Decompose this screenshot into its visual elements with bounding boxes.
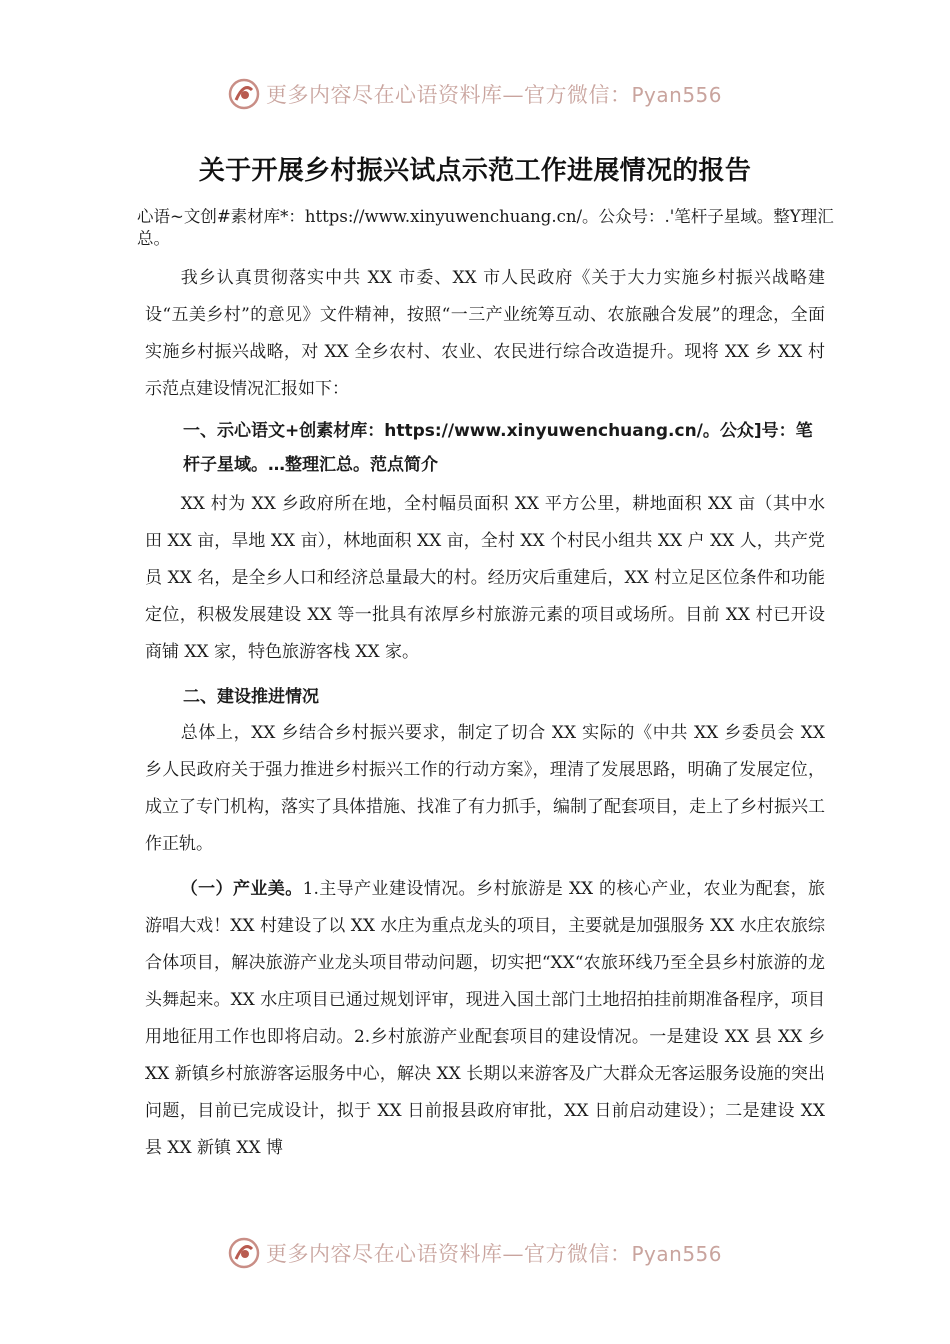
subsection1-lead: （一）产业美。: [180, 879, 303, 899]
section1-paragraph: XX 村为 XX 乡政府所在地，全村幅员面积 XX 平方公里，耕地面积 XX 亩（其中水田 XX 亩，旱地 XX 亩），林地面积 XX 亩，全村 XX 个村民小组共 XX 户 XX 人，共产党员 XX 名，是全乡人口和经济总量最大的村。经历灾后重建后，XX 村立足区位条件和功能定位，积极发展建设 XX 等一批具有浓厚乡村旅游元素的项目或场所。目前 XX 村已开设商铺 XX 家，特色旅游客栈 XX 家。: [145, 494, 825, 662]
banner-text: 更多内容尽在心语资料库—官方微信：Pyan556: [265, 1242, 722, 1266]
brand-logo-icon: [228, 78, 260, 110]
watermark-banner-bottom: [0, 1233, 950, 1273]
subsection1-paragraph: [145, 871, 825, 1167]
subsection1-body: 1.主导产业建设情况。乡村旅游是 XX 的核心产业，农业为配套，旅游唱大戏！XX 村建设了以 XX 水庄为重点龙头的项目，主要就是加强服务 XX 水庄农旅综合体项目，解决旅游产业龙头项目带动问题，切实把“XX“农旅环线乃至全县乡村旅游的龙头舞起来。XX 水庄项目已通过规划评审，现进入国土部门土地招拍挂前期准备程序，项目用地征用工作也即将启动。2.乡村旅游产业配套项目的建设情况。一是建设 XX 县 XX 乡 XX 新镇乡村旅游客运服务中心，解决 XX 长期以来游客及广大群众无客运服务设施的突出问题，目前已完成设计，拟于 XX 日前报县政府审批，XX 日前启动建设）；二是建设 XX 县 XX 新镇 XX 博: [145, 879, 826, 1158]
banner-text: 更多内容尽在心语资料库—官方微信：Pyan556: [265, 83, 722, 107]
source-note: 心语~文创#素材库*：https://www.xinyuwenchuang.cn/。公众号：.'笔杆子星域。整Y理汇总。: [137, 207, 834, 248]
section2-heading: 二、建设推进情况: [183, 687, 319, 707]
intro-paragraph: 我乡认真贯彻落实中共 XX 市委、XX 市人民政府《关于大力实施乡村振兴战略建设“五美乡村”的意见》文件精神，按照“一三产业统筹互动、农旅融合发展”的理念，全面实施乡村振兴战略，对 XX 全乡农村、农业、农民进行综合改造提升。现将 XX 乡 XX 村示范点建设情况汇报如下：: [145, 268, 825, 399]
section1-heading: 一、示心语文+创素材库：https://www.xinyuwenchuang.cn/。公众]号：笔杆子星域。…整理汇总。范点简介: [183, 421, 813, 475]
page-title: 关于开展乡村振兴试点示范工作进展情况的报告: [198, 156, 752, 186]
section2-paragraph: 总体上，XX 乡结合乡村振兴要求，制定了切合 XX 实际的《中共 XX 乡委员会 XX 乡人民政府关于强力推进乡村振兴工作的行动方案》，理清了发展思路，明确了发展定位，成立了专门机构，落实了具体措施、找准了有力抓手，编制了配套项目，走上了乡村振兴工作正轨。: [145, 723, 825, 854]
wechat-id: Pyan556: [631, 83, 722, 107]
watermark-banner-top: [0, 74, 950, 114]
document-body: [137, 206, 834, 1167]
wechat-id: Pyan556: [631, 1242, 722, 1266]
brand-logo-icon: [228, 1237, 260, 1269]
